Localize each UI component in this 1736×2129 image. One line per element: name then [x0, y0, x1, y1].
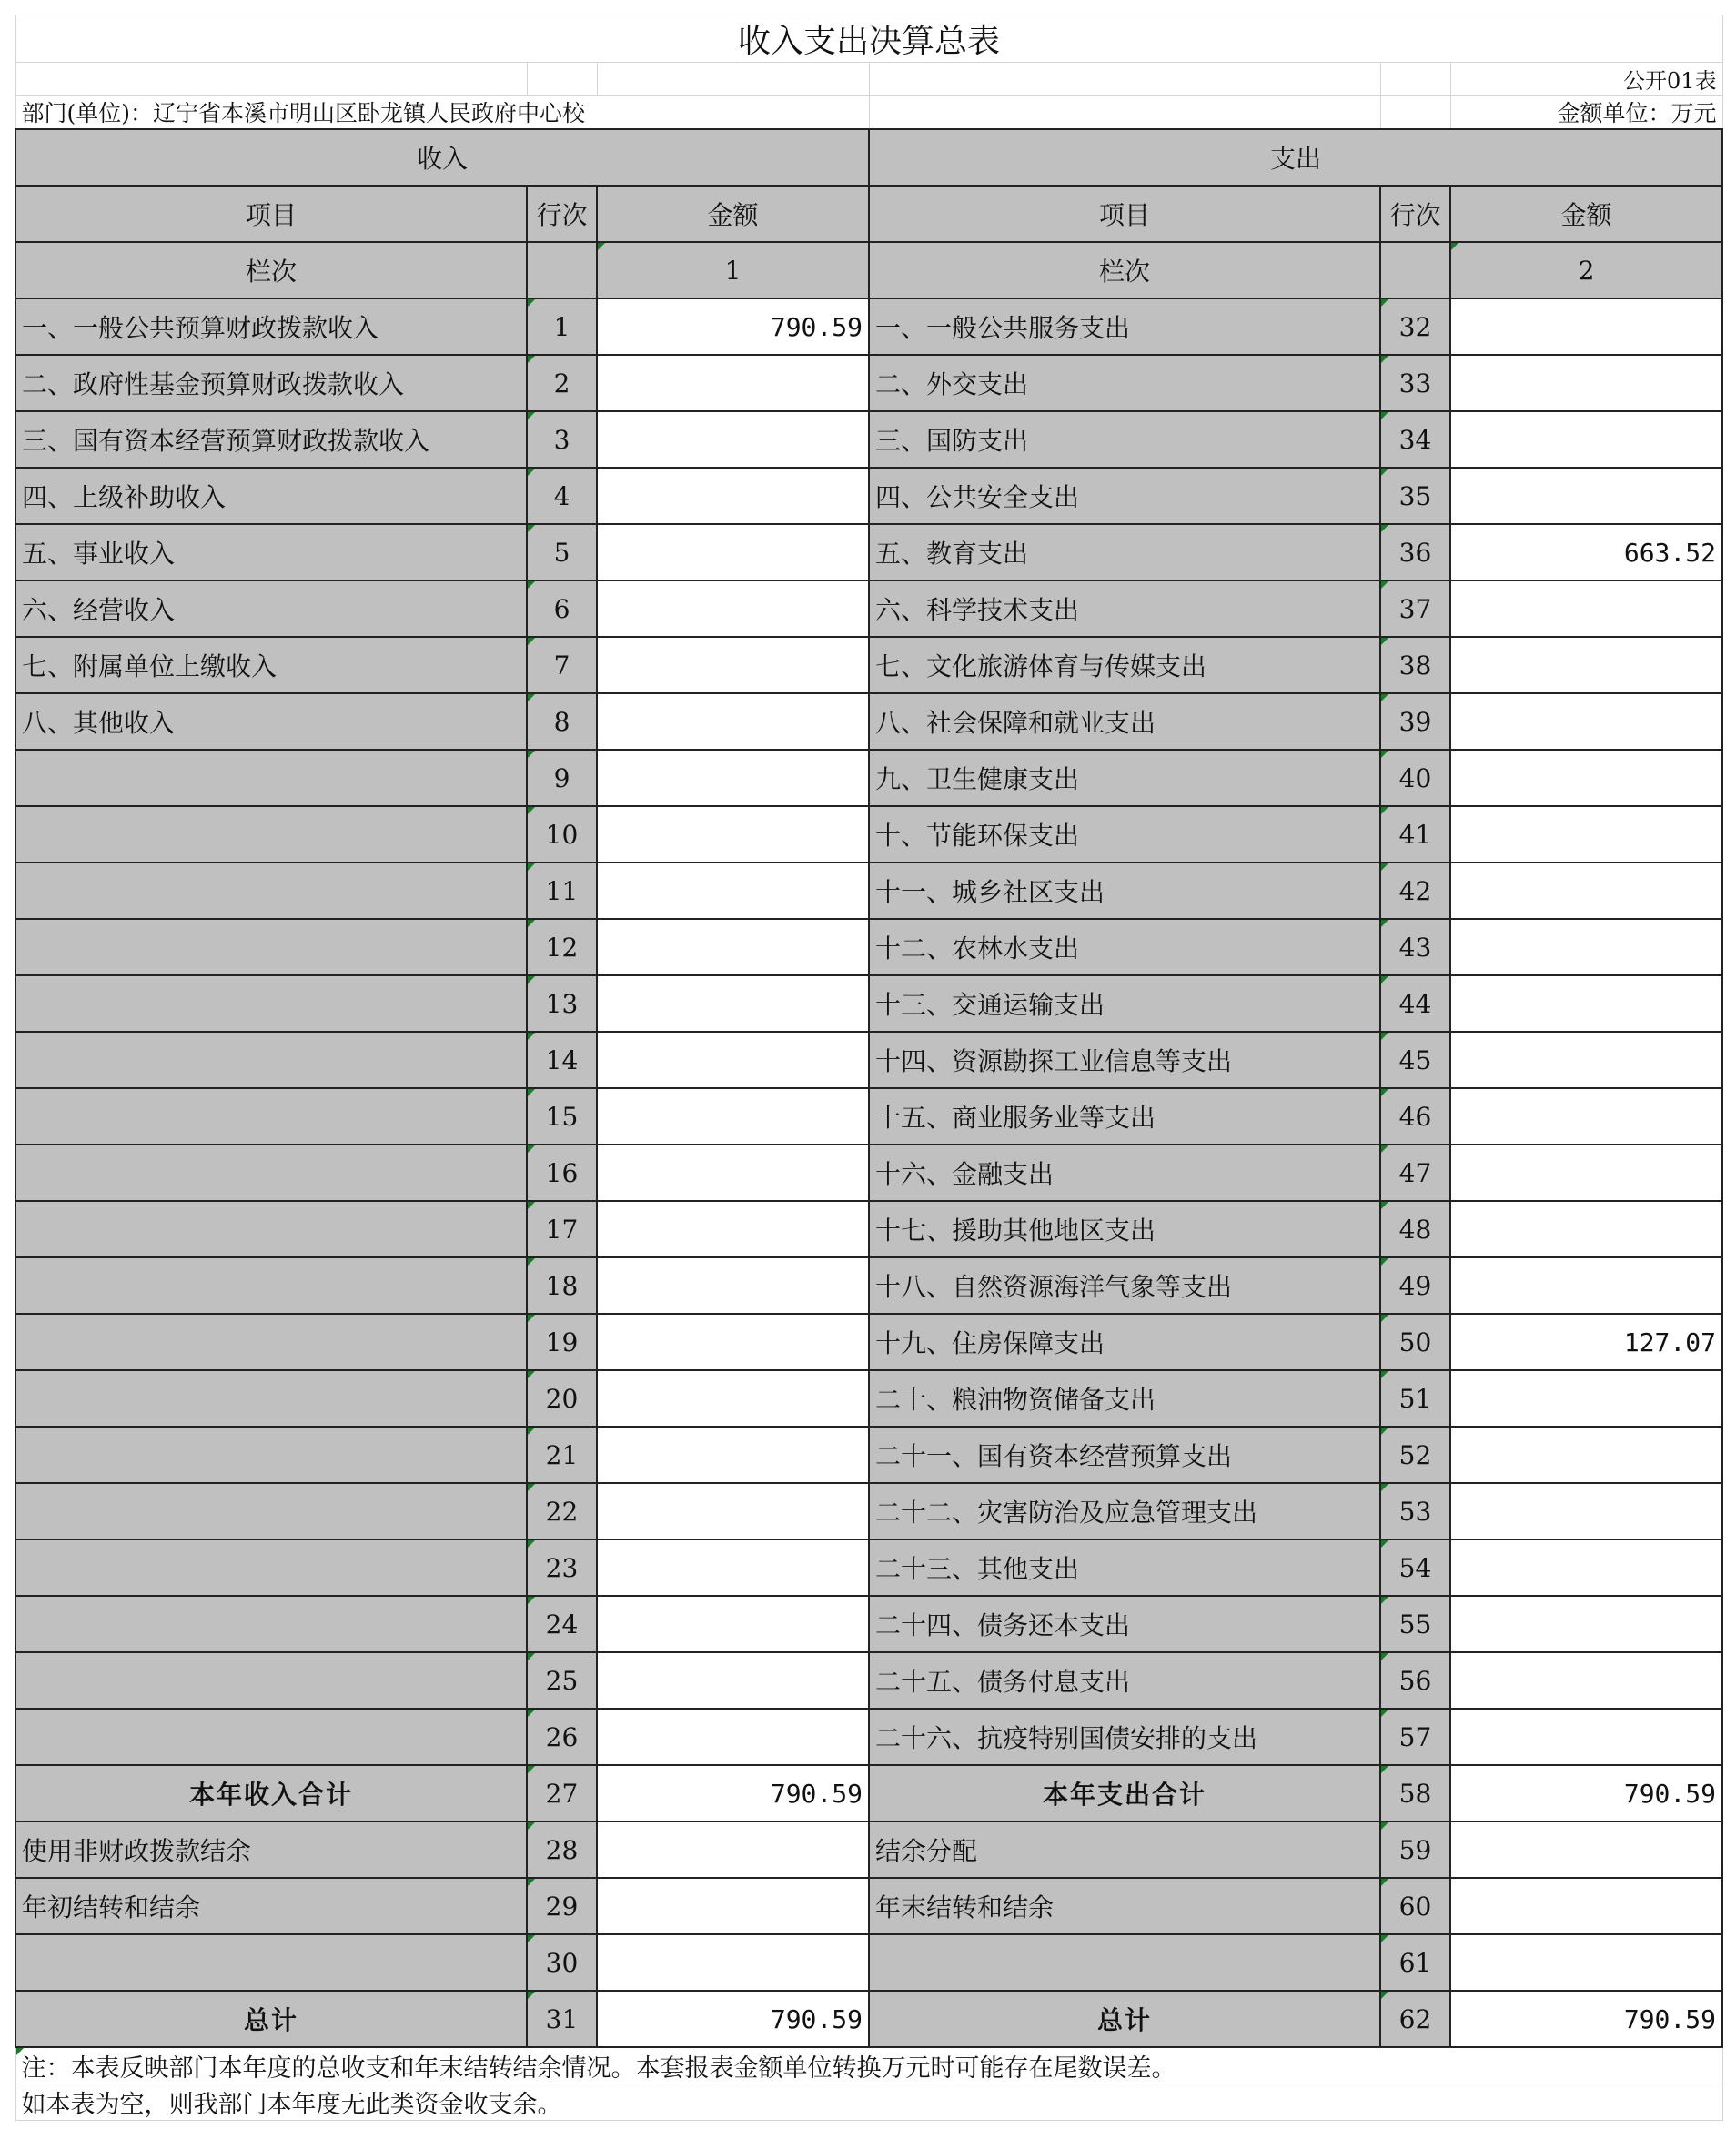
income-item-cell[interactable]: 年初结转和结余: [15, 1878, 527, 1934]
table-row: [15, 1821, 1722, 1878]
expense-rowno-cell[interactable]: 52: [1380, 1427, 1450, 1483]
table-row: [15, 1596, 1722, 1652]
expense-rowno-cell[interactable]: 43: [1380, 919, 1450, 975]
unit-label[interactable]: 金额单位：万元: [1450, 96, 1722, 130]
expense-rowno-cell[interactable]: 51: [1380, 1370, 1450, 1427]
expense-rowno-cell[interactable]: 62: [1380, 1991, 1450, 2047]
expense-amount-cell[interactable]: [1450, 1483, 1722, 1539]
income-rowno-cell[interactable]: 8: [527, 693, 597, 750]
expense-amount-header[interactable]: 金额: [1450, 186, 1722, 242]
income-rowno-cell[interactable]: 4: [527, 468, 597, 524]
blank-cell[interactable]: [527, 63, 597, 96]
income-amount-cell[interactable]: [597, 1596, 869, 1652]
income-amount-cell[interactable]: [597, 693, 869, 750]
income-rowno-cell[interactable]: 7: [527, 637, 597, 693]
expense-item-cell[interactable]: 五、教育支出: [869, 524, 1380, 580]
expense-amount-cell[interactable]: [1450, 298, 1722, 355]
blank-cell[interactable]: [1380, 96, 1450, 130]
income-item-cell[interactable]: [15, 806, 527, 863]
expense-rowno-cell[interactable]: 50: [1380, 1314, 1450, 1370]
table-row: [15, 1991, 1722, 2047]
table-row: [15, 468, 1722, 524]
expense-rowno-cell[interactable]: 33: [1380, 355, 1450, 411]
income-item-cell[interactable]: [15, 863, 527, 919]
expense-amount-cell[interactable]: [1450, 355, 1722, 411]
expense-item-cell[interactable]: 二十三、其他支出: [869, 1539, 1380, 1596]
income-item-header[interactable]: 项目: [15, 186, 527, 242]
income-rowno-cell[interactable]: 25: [527, 1652, 597, 1709]
blank-cell[interactable]: [1380, 63, 1450, 96]
expense-rowno-cell[interactable]: 46: [1380, 1088, 1450, 1145]
income-item-cell[interactable]: [15, 1032, 527, 1088]
expense-item-cell[interactable]: 七、文化旅游体育与传媒支出: [869, 637, 1380, 693]
income-amount-cell[interactable]: 790.59: [597, 1765, 869, 1821]
income-amount-cell[interactable]: [597, 355, 869, 411]
table-row: [15, 1314, 1722, 1370]
expense-item-cell[interactable]: 八、社会保障和就业支出: [869, 693, 1380, 750]
expense-item-cell[interactable]: 二十一、国有资本经营预算支出: [869, 1427, 1380, 1483]
income-amount-cell[interactable]: [597, 1088, 869, 1145]
expense-item-cell[interactable]: 十九、住房保障支出: [869, 1314, 1380, 1370]
income-rowno-cell[interactable]: 19: [527, 1314, 597, 1370]
expense-item-cell[interactable]: 一、一般公共服务支出: [869, 298, 1380, 355]
income-rowno-cell[interactable]: 27: [527, 1765, 597, 1821]
income-item-cell[interactable]: [15, 1709, 527, 1765]
income-amount-cell[interactable]: [597, 411, 869, 468]
income-amount-cell[interactable]: [597, 1427, 869, 1483]
table-row: [15, 1370, 1722, 1427]
expense-rowno-cell[interactable]: 57: [1380, 1709, 1450, 1765]
table-row: [15, 1088, 1722, 1145]
expense-amount-cell[interactable]: [1450, 1201, 1722, 1257]
income-rowno-cell[interactable]: 28: [527, 1821, 597, 1878]
income-amount-cell[interactable]: [597, 1821, 869, 1878]
income-item-cell[interactable]: [15, 750, 527, 806]
expense-rowno-cell[interactable]: 56: [1380, 1652, 1450, 1709]
expense-amount-cell[interactable]: [1450, 1934, 1722, 1991]
income-rowno-cell[interactable]: 9: [527, 750, 597, 806]
table-row: [15, 298, 1722, 355]
income-item-cell[interactable]: [15, 919, 527, 975]
income-amount-cell[interactable]: [597, 1314, 869, 1370]
expense-amount-cell[interactable]: [1450, 1878, 1722, 1934]
expense-rowno-cell[interactable]: 53: [1380, 1483, 1450, 1539]
expense-rowno-cell[interactable]: 41: [1380, 806, 1450, 863]
table-row: [15, 411, 1722, 468]
expense-item-cell[interactable]: 十五、商业服务业等支出: [869, 1088, 1380, 1145]
expense-item-cell[interactable]: 二十六、抗疫特别国债安排的支出: [869, 1709, 1380, 1765]
income-amount-cell[interactable]: 790.59: [597, 298, 869, 355]
income-item-cell[interactable]: [15, 1088, 527, 1145]
table-row: [15, 1652, 1722, 1709]
table-row: [15, 524, 1722, 580]
income-item-cell[interactable]: [15, 1257, 527, 1314]
income-item-cell[interactable]: [15, 1145, 527, 1201]
income-item-cell[interactable]: [15, 1201, 527, 1257]
income-rowno-cell[interactable]: 13: [527, 975, 597, 1032]
blank-cell[interactable]: [15, 63, 527, 96]
expense-item-cell[interactable]: 十、节能环保支出: [869, 806, 1380, 863]
income-amount-cell[interactable]: [597, 1709, 869, 1765]
expense-item-cell[interactable]: 十三、交通运输支出: [869, 975, 1380, 1032]
expense-amount-cell[interactable]: 663.52: [1450, 524, 1722, 580]
income-item-cell[interactable]: 八、其他收入: [15, 693, 527, 750]
income-amount-cell[interactable]: [597, 1934, 869, 1991]
income-item-cell[interactable]: [15, 1596, 527, 1652]
expense-amount-cell[interactable]: [1450, 1427, 1722, 1483]
expense-amount-cell[interactable]: [1450, 1821, 1722, 1878]
income-item-cell[interactable]: 总计: [15, 1991, 527, 2047]
expense-rowno-cell[interactable]: 54: [1380, 1539, 1450, 1596]
income-amount-cell[interactable]: [597, 1370, 869, 1427]
expense-amount-cell[interactable]: [1450, 1539, 1722, 1596]
table-row: [15, 1878, 1722, 1934]
expense-item-cell[interactable]: 四、公共安全支出: [869, 468, 1380, 524]
income-amount-cell[interactable]: [597, 1032, 869, 1088]
expense-amount-cell[interactable]: [1450, 806, 1722, 863]
expense-item-cell[interactable]: 总计: [869, 1991, 1380, 2047]
table-row: [15, 1765, 1722, 1821]
income-rowno-cell[interactable]: 11: [527, 863, 597, 919]
income-item-cell[interactable]: 二、政府性基金预算财政拨款收入: [15, 355, 527, 411]
income-rowno-cell[interactable]: 3: [527, 411, 597, 468]
form-code[interactable]: 公开01表: [1450, 63, 1722, 96]
expense-rowno-cell[interactable]: 44: [1380, 975, 1450, 1032]
table-row: [15, 750, 1722, 806]
income-rowno-cell[interactable]: 23: [527, 1539, 597, 1596]
table-row: [15, 919, 1722, 975]
table-row: [15, 975, 1722, 1032]
income-rowno-cell[interactable]: 21: [527, 1427, 597, 1483]
income-rowno-cell[interactable]: 30: [527, 1934, 597, 1991]
expense-item-cell[interactable]: 二十二、灾害防治及应急管理支出: [869, 1483, 1380, 1539]
expense-amount-cell[interactable]: [1450, 637, 1722, 693]
income-rowno-cell[interactable]: 17: [527, 1201, 597, 1257]
income-amount-cell[interactable]: [597, 919, 869, 975]
table-row: [15, 1201, 1722, 1257]
income-item-cell[interactable]: [15, 975, 527, 1032]
note-text[interactable]: 如本表为空，则我部门本年度无此类资金收支余。: [15, 2084, 1722, 2121]
income-item-cell[interactable]: [15, 1539, 527, 1596]
blank-cell[interactable]: [597, 63, 869, 96]
expense-amount-cell[interactable]: [1450, 919, 1722, 975]
table-row: [15, 580, 1722, 637]
expense-rowno-cell[interactable]: 58: [1380, 1765, 1450, 1821]
income-item-cell[interactable]: 使用非财政拨款结余: [15, 1821, 527, 1878]
expense-rowno-cell[interactable]: 35: [1380, 468, 1450, 524]
expense-amount-cell[interactable]: [1450, 580, 1722, 637]
expense-item-cell[interactable]: [869, 1934, 1380, 1991]
expense-rowno-cell[interactable]: 38: [1380, 637, 1450, 693]
expense-amount-cell[interactable]: [1450, 1088, 1722, 1145]
income-expense-table: [15, 15, 1723, 2121]
expense-rowno-cell[interactable]: 60: [1380, 1878, 1450, 1934]
income-rowno-cell[interactable]: 12: [527, 919, 597, 975]
income-amount-cell[interactable]: [597, 524, 869, 580]
table-row: [15, 1539, 1722, 1596]
income-rowno-cell[interactable]: 29: [527, 1878, 597, 1934]
expense-rowno-cell[interactable]: 45: [1380, 1032, 1450, 1088]
department-label[interactable]: 部门(单位)：辽宁省本溪市明山区卧龙镇人民政府中心校: [15, 96, 869, 130]
income-rowno-cell[interactable]: 22: [527, 1483, 597, 1539]
income-amount-cell[interactable]: [597, 806, 869, 863]
income-rowno-cell[interactable]: 10: [527, 806, 597, 863]
income-item-cell[interactable]: [15, 1314, 527, 1370]
expense-rowno-cell[interactable]: 36: [1380, 524, 1450, 580]
income-rowno-header[interactable]: 行次: [527, 186, 597, 242]
income-rowno-cell[interactable]: 24: [527, 1596, 597, 1652]
expense-amount-cell[interactable]: [1450, 1596, 1722, 1652]
expense-item-cell[interactable]: 二十、粮油物资储备支出: [869, 1370, 1380, 1427]
expense-item-header[interactable]: 项目: [869, 186, 1380, 242]
expense-item-cell[interactable]: 六、科学技术支出: [869, 580, 1380, 637]
income-amount-cell[interactable]: [597, 1145, 869, 1201]
expense-column-number[interactable]: 2: [1450, 242, 1722, 298]
table-row: [15, 1257, 1722, 1314]
income-amount-cell[interactable]: [597, 750, 869, 806]
income-rowno-cell[interactable]: 14: [527, 1032, 597, 1088]
income-header[interactable]: 收入: [15, 129, 869, 186]
table-row: [15, 806, 1722, 863]
expense-amount-cell[interactable]: 127.07: [1450, 1314, 1722, 1370]
income-amount-cell[interactable]: [597, 1201, 869, 1257]
income-column-number[interactable]: 1: [597, 242, 869, 298]
expense-rowno-cell[interactable]: 61: [1380, 1934, 1450, 1991]
income-column-blank[interactable]: [527, 242, 597, 298]
expense-item-cell[interactable]: 本年支出合计: [869, 1765, 1380, 1821]
expense-item-cell[interactable]: 二、外交支出: [869, 355, 1380, 411]
expense-rowno-cell[interactable]: 49: [1380, 1257, 1450, 1314]
expense-rowno-cell[interactable]: 39: [1380, 693, 1450, 750]
sheet-title[interactable]: 收入支出决算总表: [15, 15, 1722, 63]
expense-amount-cell[interactable]: [1450, 1032, 1722, 1088]
expense-amount-cell[interactable]: 790.59: [1450, 1991, 1722, 2047]
income-amount-cell[interactable]: [597, 1878, 869, 1934]
income-item-cell[interactable]: 本年收入合计: [15, 1765, 527, 1821]
income-amount-cell[interactable]: [597, 1652, 869, 1709]
table-row: [15, 355, 1722, 411]
table-row: [15, 693, 1722, 750]
expense-item-cell[interactable]: 十八、自然资源海洋气象等支出: [869, 1257, 1380, 1314]
expense-rowno-header[interactable]: 行次: [1380, 186, 1450, 242]
income-rowno-cell[interactable]: 6: [527, 580, 597, 637]
income-amount-cell[interactable]: [597, 1483, 869, 1539]
expense-amount-cell[interactable]: [1450, 863, 1722, 919]
expense-amount-cell[interactable]: [1450, 975, 1722, 1032]
income-item-cell[interactable]: 一、一般公共预算财政拨款收入: [15, 298, 527, 355]
expense-amount-cell[interactable]: [1450, 468, 1722, 524]
income-item-cell[interactable]: [15, 1652, 527, 1709]
income-amount-cell[interactable]: [597, 468, 869, 524]
expense-amount-cell[interactable]: [1450, 1709, 1722, 1765]
expense-amount-cell[interactable]: [1450, 693, 1722, 750]
expense-item-cell[interactable]: 十七、援助其他地区支出: [869, 1201, 1380, 1257]
note-text[interactable]: 注：本表反映部门本年度的总收支和年末结转结余情况。本套报表金额单位转换万元时可能存在尾数误差。: [15, 2047, 1722, 2084]
expense-rowno-cell[interactable]: 40: [1380, 750, 1450, 806]
expense-amount-cell[interactable]: 790.59: [1450, 1765, 1722, 1821]
income-item-cell[interactable]: 四、上级补助收入: [15, 468, 527, 524]
income-item-cell[interactable]: 七、附属单位上缴收入: [15, 637, 527, 693]
income-rowno-cell[interactable]: 5: [527, 524, 597, 580]
table-row: [15, 1483, 1722, 1539]
income-amount-cell[interactable]: [597, 975, 869, 1032]
income-rowno-cell[interactable]: 15: [527, 1088, 597, 1145]
income-column-label[interactable]: 栏次: [15, 242, 527, 298]
expense-item-cell[interactable]: 十四、资源勘探工业信息等支出: [869, 1032, 1380, 1088]
expense-item-cell[interactable]: 年末结转和结余: [869, 1878, 1380, 1934]
expense-amount-cell[interactable]: [1450, 1652, 1722, 1709]
income-amount-cell[interactable]: [597, 863, 869, 919]
expense-column-label[interactable]: 栏次: [869, 242, 1380, 298]
expense-column-blank[interactable]: [1380, 242, 1450, 298]
blank-cell[interactable]: [869, 96, 1380, 130]
income-item-cell[interactable]: [15, 1370, 527, 1427]
expense-amount-cell[interactable]: [1450, 411, 1722, 468]
expense-item-cell[interactable]: 三、国防支出: [869, 411, 1380, 468]
income-item-cell[interactable]: [15, 1483, 527, 1539]
income-rowno-cell[interactable]: 16: [527, 1145, 597, 1201]
income-item-cell[interactable]: [15, 1427, 527, 1483]
table-row: [15, 1427, 1722, 1483]
income-amount-cell[interactable]: [597, 637, 869, 693]
income-amount-cell[interactable]: [597, 1257, 869, 1314]
expense-item-cell[interactable]: 九、卫生健康支出: [869, 750, 1380, 806]
expense-item-cell[interactable]: 二十四、债务还本支出: [869, 1596, 1380, 1652]
expense-rowno-cell[interactable]: 32: [1380, 298, 1450, 355]
income-amount-cell[interactable]: [597, 1539, 869, 1596]
expense-item-cell[interactable]: 二十五、债务付息支出: [869, 1652, 1380, 1709]
income-item-cell[interactable]: 三、国有资本经营预算财政拨款收入: [15, 411, 527, 468]
table-row: [15, 863, 1722, 919]
expense-rowno-cell[interactable]: 34: [1380, 411, 1450, 468]
expense-amount-cell[interactable]: [1450, 1145, 1722, 1201]
expense-amount-cell[interactable]: [1450, 1370, 1722, 1427]
table-row: [15, 637, 1722, 693]
blank-cell[interactable]: [869, 63, 1380, 96]
income-rowno-cell[interactable]: 1: [527, 298, 597, 355]
income-amount-cell[interactable]: [597, 580, 869, 637]
table-row: [15, 1934, 1722, 1991]
expense-amount-cell[interactable]: [1450, 1257, 1722, 1314]
expense-item-cell[interactable]: 十六、金融支出: [869, 1145, 1380, 1201]
expense-rowno-cell[interactable]: 37: [1380, 580, 1450, 637]
expense-header[interactable]: 支出: [869, 129, 1722, 186]
table-row: [15, 1032, 1722, 1088]
income-amount-cell[interactable]: 790.59: [597, 1991, 869, 2047]
expense-rowno-cell[interactable]: 42: [1380, 863, 1450, 919]
income-rowno-cell[interactable]: 26: [527, 1709, 597, 1765]
income-rowno-cell[interactable]: 20: [527, 1370, 597, 1427]
income-item-cell[interactable]: [15, 1934, 527, 1991]
table-row: [15, 1709, 1722, 1765]
income-rowno-cell[interactable]: 31: [527, 1991, 597, 2047]
expense-item-cell[interactable]: 结余分配: [869, 1821, 1380, 1878]
income-item-cell[interactable]: 五、事业收入: [15, 524, 527, 580]
expense-rowno-cell[interactable]: 47: [1380, 1145, 1450, 1201]
income-rowno-cell[interactable]: 2: [527, 355, 597, 411]
expense-amount-cell[interactable]: [1450, 750, 1722, 806]
expense-rowno-cell[interactable]: 48: [1380, 1201, 1450, 1257]
expense-rowno-cell[interactable]: 59: [1380, 1821, 1450, 1878]
table-row: [15, 1145, 1722, 1201]
income-rowno-cell[interactable]: 18: [527, 1257, 597, 1314]
expense-rowno-cell[interactable]: 55: [1380, 1596, 1450, 1652]
income-item-cell[interactable]: 六、经营收入: [15, 580, 527, 637]
expense-item-cell[interactable]: 十一、城乡社区支出: [869, 863, 1380, 919]
income-amount-header[interactable]: 金额: [597, 186, 869, 242]
expense-item-cell[interactable]: 十二、农林水支出: [869, 919, 1380, 975]
